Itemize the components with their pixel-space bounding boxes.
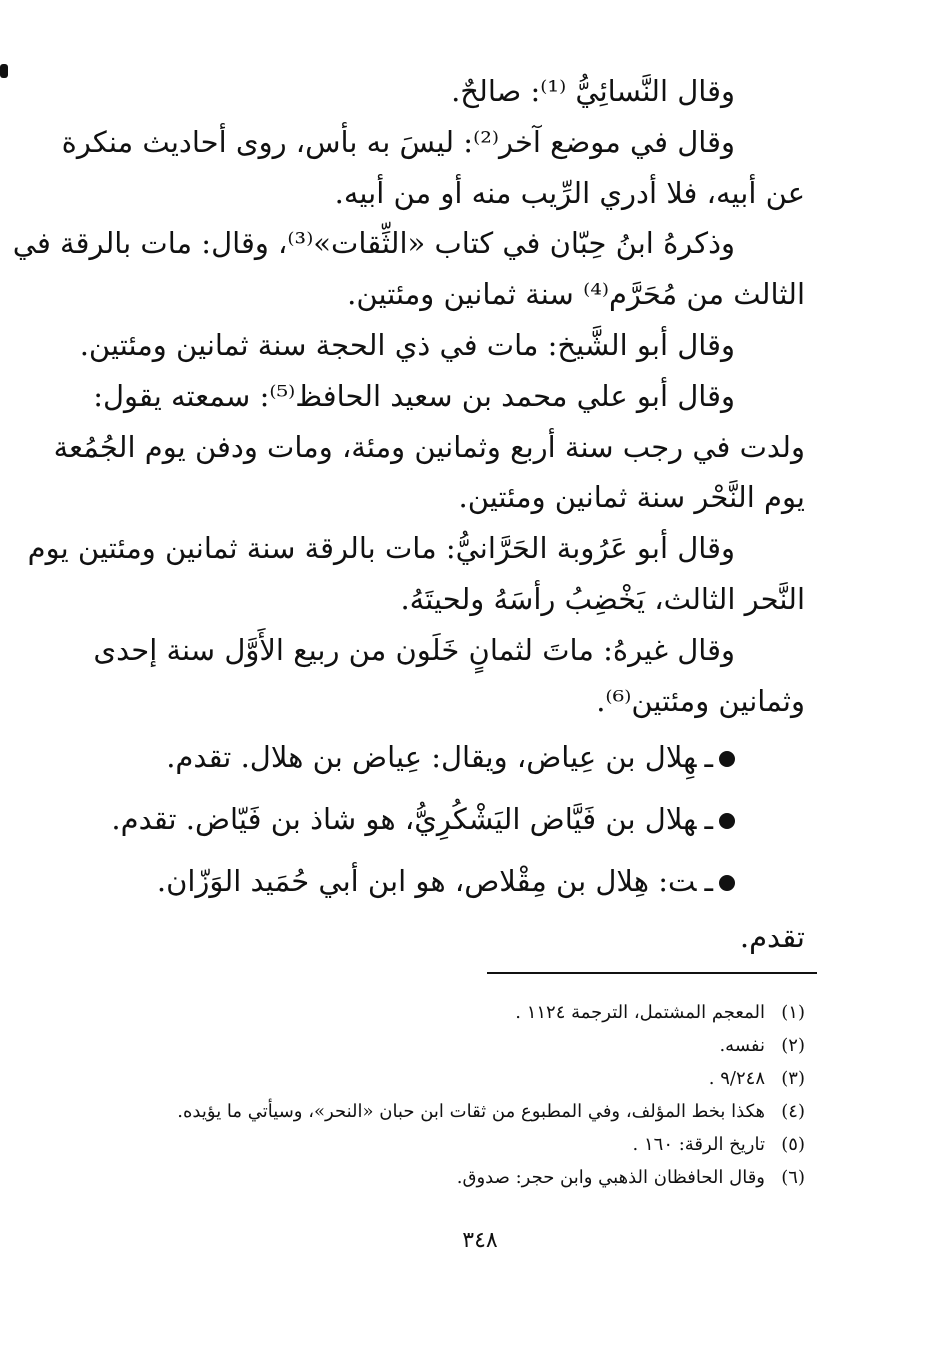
- bullet-icon: [719, 813, 735, 829]
- text-line: وقال النَّسائِيُّ ⁽¹⁾: صالحٌ.: [451, 74, 735, 108]
- text-line: عن أبيه، فلا أدري الرِّيب منه أو من أبيه.: [334, 175, 805, 210]
- footnote: [105, 996, 805, 1029]
- entry-text: هِلال بن عِياض، ويقال: عِياض بن هلال. تقدم.: [166, 740, 697, 775]
- text-line: وقال أبو عَرُوبة الحَرَّانيُّ: مات بالرقة سنة ثمانين ومئتين يوم: [27, 531, 735, 566]
- footnote-number: (٦): [781, 1167, 805, 1188]
- entry-text: ت: هِلال بن مِقْلاص، هو ابن أبي حُمَيد الوَزّان.: [156, 864, 697, 899]
- dash-mark: ـ: [704, 740, 713, 775]
- entry-text: هلال بن فَيَّاض اليَشْكُرِيُّ، هو شاذ بن فَيّاض. تقدم.: [111, 802, 697, 837]
- footnote-number: (٥): [781, 1134, 805, 1155]
- margin-mark: [0, 64, 8, 78]
- footnote: [105, 1161, 805, 1194]
- footnote-number: (١): [781, 1002, 805, 1023]
- dash-mark: ـ: [704, 864, 713, 899]
- text-line: وقال غيرهُ: ماتَ لثمانٍ خَلَون من ربيع الأَوَّل سنة إحدى: [93, 632, 735, 667]
- main-text: [12, 66, 805, 963]
- footnote-number: (٤): [781, 1101, 805, 1122]
- entry-item: [105, 726, 805, 788]
- text-line: يوم النَّحْر سنة ثمانين ومئتين.: [458, 480, 805, 515]
- footnote-text: ٩/٢٤٨ .: [708, 1068, 765, 1089]
- footnote-text: هكذا بخط المؤلف، وفي المطبوع من ثقات ابن حبان «النحر»، وسيأتي ما يؤيده.: [177, 1101, 765, 1122]
- footnote: [105, 1029, 805, 1062]
- footnote-number: (٣): [781, 1068, 805, 1089]
- footnote-text: نفسه.: [719, 1035, 765, 1056]
- dash-mark: ـ: [704, 802, 713, 837]
- text-line: وقال في موضع آخر⁽²⁾: ليسَ به بأس، روى أحاديث منكرة: [61, 124, 735, 159]
- text-line: الثالث من مُحَرَّم⁽⁴⁾ سنة ثمانين ومئتين.: [347, 277, 805, 312]
- footnote-text: المعجم المشتمل، الترجمة ١١٢٤ .: [515, 1002, 765, 1023]
- entry-item: [105, 850, 805, 912]
- text-line: تقدم.: [739, 920, 805, 955]
- text-line: وثمانين ومئتين⁽⁶⁾.: [596, 683, 805, 718]
- footnote-text: وقال الحافظان الذهبي وابن حجر: صدوق.: [456, 1167, 765, 1188]
- footnotes: [105, 996, 805, 1194]
- text-line: وقال أبو علي محمد بن سعيد الحافظ⁽⁵⁾: سمعته يقول:: [93, 378, 735, 413]
- bullet-icon: [719, 751, 735, 767]
- text-line: وقال أبو الشَّيخ: مات في ذي الحجة سنة ثمانين ومئتين.: [79, 327, 735, 362]
- text-line: ولدت في رجب سنة أربع وثمانين ومئة، ومات ودفن يوم الجُمُعة: [53, 429, 805, 464]
- text-line: النَّحر الثالث، يَخْضِبُ رأسَهُ ولحيتَهُ.: [400, 581, 805, 616]
- text-line: وذكرهُ ابنُ حِبّان في كتاب «الثِّقات»⁽³⁾، وقال: مات بالرقة في: [12, 226, 735, 261]
- footnote-divider: [487, 972, 817, 974]
- bullet-icon: [719, 875, 735, 891]
- footnote-text: تاريخ الرقة: ١٦٠ .: [632, 1134, 765, 1155]
- footnote-number: (٢): [781, 1035, 805, 1056]
- page-number: ٣٤٨: [462, 1228, 498, 1253]
- footnote: [105, 1062, 805, 1095]
- footnote: [105, 1128, 805, 1161]
- footnote: [105, 1095, 805, 1128]
- entry-item: [105, 788, 805, 850]
